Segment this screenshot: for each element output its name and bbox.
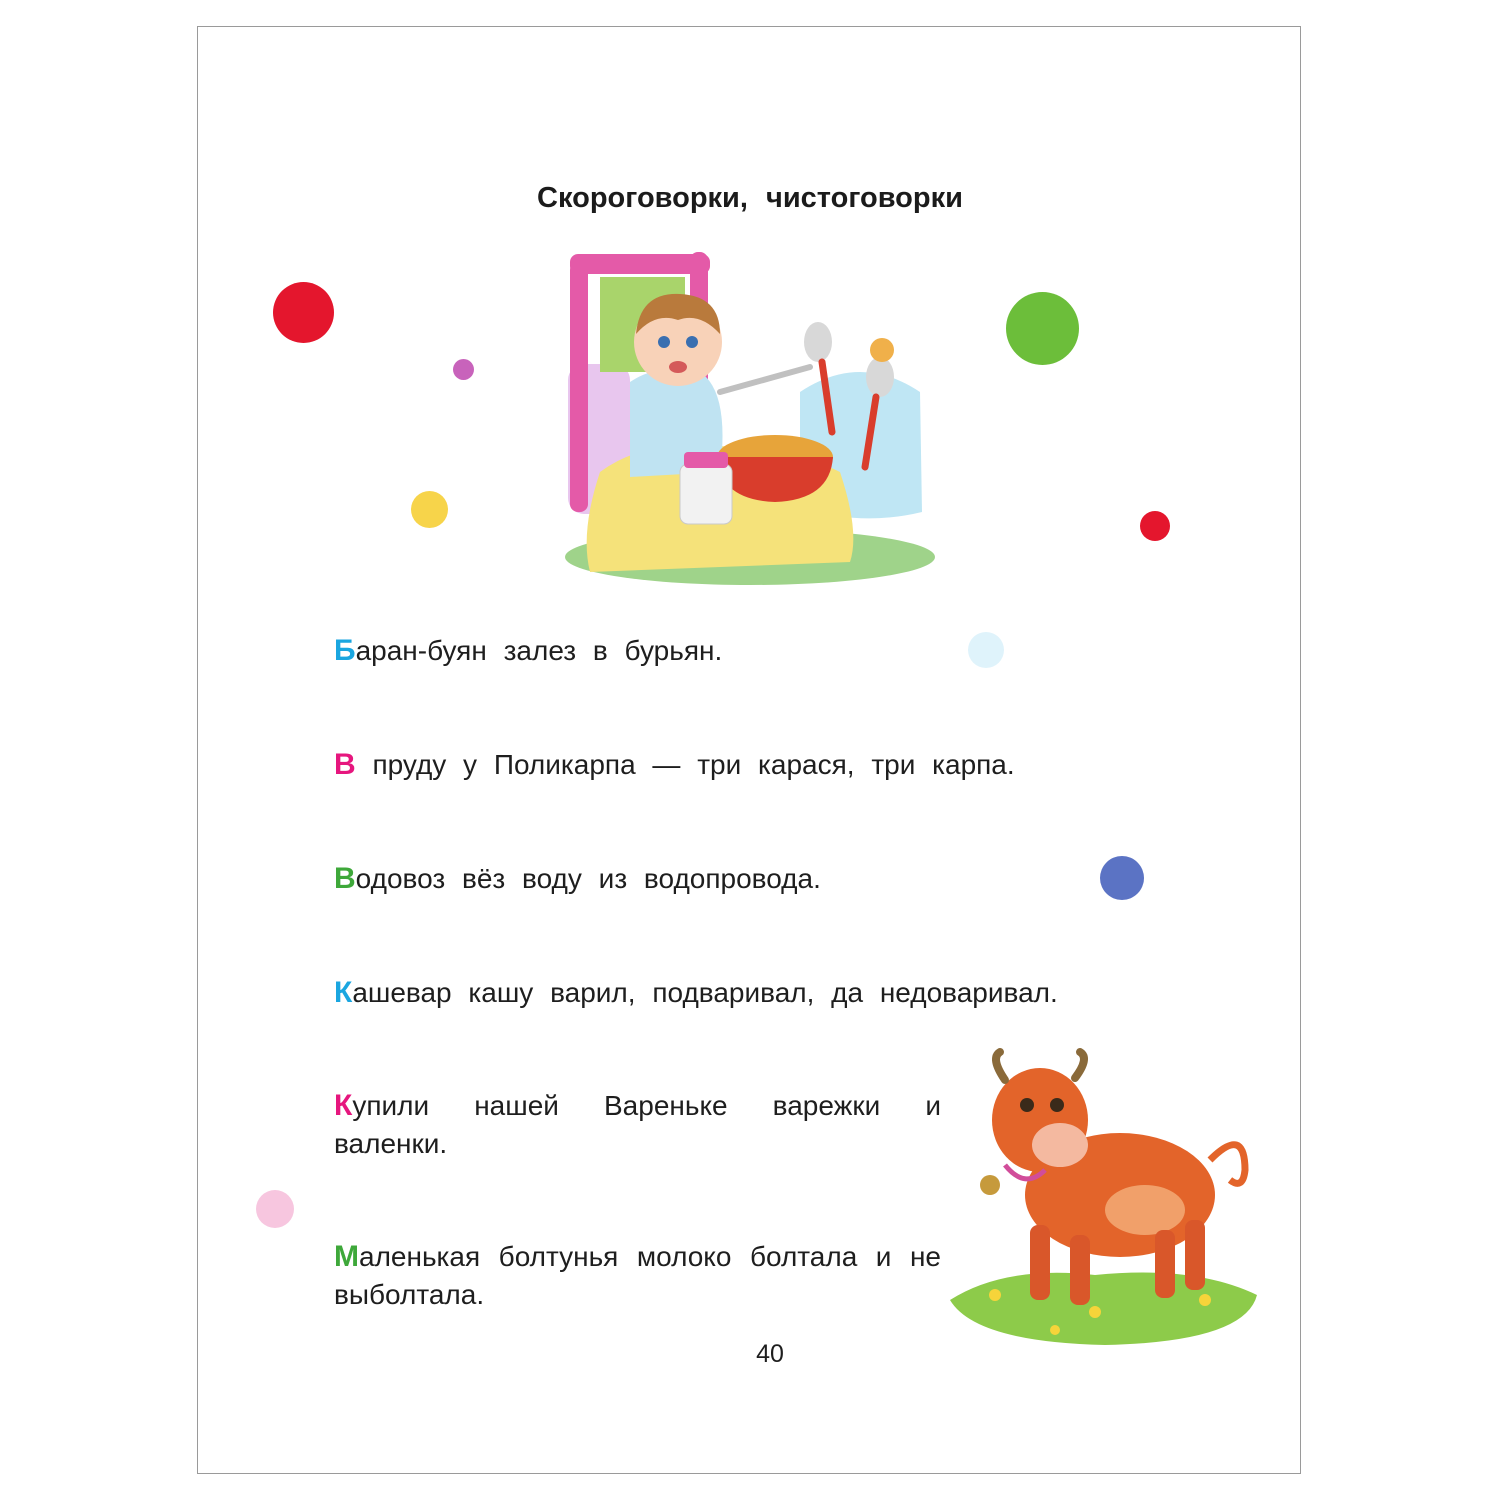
dot-pink: [256, 1190, 294, 1228]
dot-blue: [1100, 856, 1144, 900]
dot-light-blue: [968, 632, 1004, 668]
dot-red-small: [1140, 511, 1170, 541]
tongue-twister-2: [334, 746, 1134, 784]
tongue-twister-4: [334, 974, 1154, 1012]
initial-letter: М: [334, 1240, 359, 1273]
twister-text: ашевар кашу варил, подваривал, да недоваривал.: [352, 977, 1058, 1008]
tongue-twister-6: [334, 1238, 941, 1314]
tongue-twister-1: [334, 632, 954, 670]
page-number: 40: [756, 1340, 784, 1368]
dot-green-large: [1006, 292, 1079, 365]
twister-text: аленькая болтунья молоко болтала и не выболтала.: [334, 1241, 941, 1310]
initial-letter: В: [334, 862, 356, 895]
dot-yellow: [411, 491, 448, 528]
initial-letter: Б: [334, 634, 356, 667]
tongue-twister-5: [334, 1087, 941, 1163]
initial-letter: К: [334, 976, 353, 1009]
twister-text: аран-буян залез в бурьян.: [355, 635, 723, 666]
initial-letter: К: [334, 1089, 353, 1122]
cow-in-meadow-illustration: [945, 1050, 1263, 1350]
page-title: Скороговорки, чистоговорки: [537, 182, 963, 214]
dot-purple-small: [453, 359, 474, 380]
twister-text: пруду у Поликарпа — три карася, три карпа.: [355, 749, 1015, 780]
tongue-twister-3: [334, 860, 1054, 898]
twister-text: одовоз вёз воду из водопровода.: [355, 863, 821, 894]
initial-letter: В: [334, 748, 356, 781]
twister-text: упили нашей Вареньке варежки и валенки.: [334, 1090, 941, 1159]
dot-red-large: [273, 282, 334, 343]
baby-eating-porridge-illustration: [560, 242, 930, 587]
